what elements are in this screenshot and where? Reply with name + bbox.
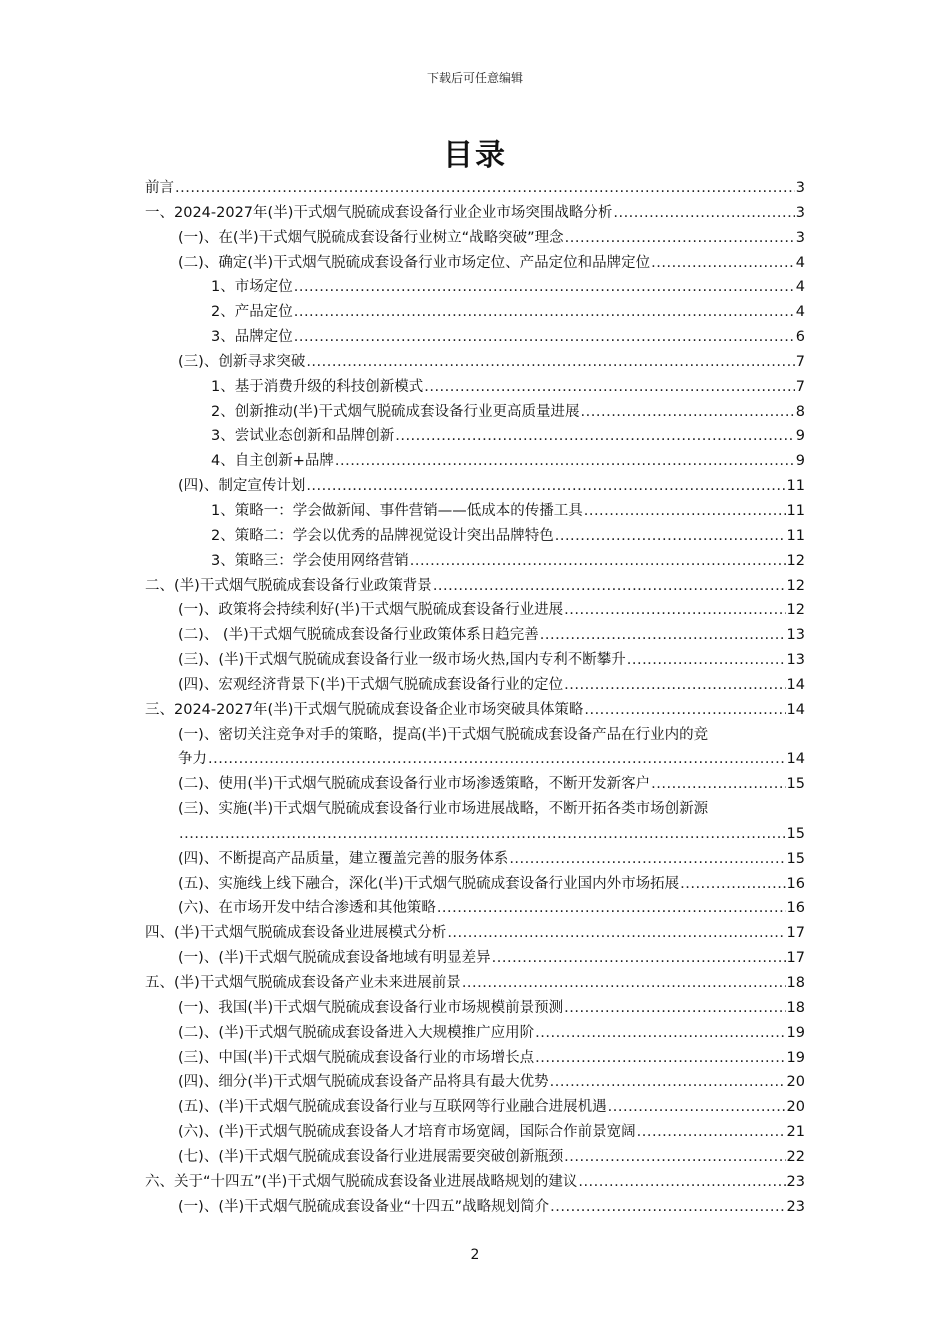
dot-leader [306,474,785,499]
toc-entry-title: 2、创新推动(半)干式烟气脱硫成套设备行业更高质量进展 [211,403,580,420]
toc-entry-title: 1、基于消费升级的科技创新模式 [211,378,424,395]
toc-entry-page: 21 [786,1124,805,1141]
toc-entry-page: 23 [786,1173,805,1190]
dot-leader [447,921,785,946]
dot-leader [578,1170,785,1195]
page-title: 目录 [443,138,507,173]
toc-entry-page: 6 [795,329,805,346]
toc-entry-title: 2、策略二：学会以优秀的品牌视觉设计突出品牌特色 [211,527,554,544]
toc-entry[interactable] [145,549,805,574]
dot-leader [540,623,786,648]
toc-entry-title: 四、(半)干式烟气脱硫成套设备业进展模式分析 [145,925,447,942]
toc-entry[interactable] [145,896,805,921]
dot-leader [550,1195,785,1220]
dot-leader [564,673,785,698]
dot-leader [581,400,795,425]
toc-entry[interactable] [145,226,805,251]
toc-entry[interactable] [145,1195,805,1220]
toc-entry-page: 3 [795,180,805,196]
toc-entry-page: 4 [795,304,805,321]
toc-entry[interactable] [145,1145,805,1170]
toc-entry-page: 14 [786,701,805,718]
dot-leader [555,524,786,549]
dot-leader [564,598,785,623]
toc-entry[interactable] [145,1046,805,1071]
toc-entry[interactable] [145,872,805,897]
dot-leader [462,971,786,996]
toc-entry[interactable] [145,499,805,524]
dot-leader [179,822,786,847]
toc-entry-page: 11 [786,527,805,544]
toc-entry-page: 16 [786,875,805,892]
toc-entry[interactable] [145,176,805,201]
toc-entry-page: 9 [795,428,805,445]
toc-entry[interactable] [145,946,805,971]
dot-leader [294,300,795,325]
toc-entry[interactable] [145,524,805,549]
toc-entry[interactable] [145,1021,805,1046]
toc-entry-page: 13 [786,652,805,669]
toc-entry-page: 12 [786,552,805,569]
toc-entry-page: 22 [786,1148,805,1165]
toc-entry-title: (六)、(半)干式烟气脱硫成套设备人才培育市场宽阔，国际合作前景宽阔 [178,1124,636,1141]
toc-entry-page: 4 [795,279,805,296]
dot-leader [395,424,795,449]
toc-entry-page: 15 [786,776,805,793]
toc-entry[interactable] [145,350,805,375]
toc-entry-page: 11 [786,502,805,519]
toc-entry-page: 15 [786,850,805,867]
toc-entry-title: (一)、我国(半)干式烟气脱硫成套设备行业市场规模前景预测 [178,999,564,1016]
dot-leader [680,872,785,897]
toc-entry-title: (四)、不断提高产品质量，建立覆盖完善的服务体系 [178,850,509,867]
toc-entry-title: (六)、在市场开发中结合渗透和其他策略 [178,900,436,917]
dot-leader [410,549,786,574]
toc-entry-page: 23 [786,1198,805,1215]
toc-entry-page: 17 [786,925,805,942]
toc-entry-page: 3 [795,204,805,221]
toc-entry-title: (二)、确定(半)干式烟气脱硫成套设备行业市场定位、产品定位和品牌定位 [178,254,651,271]
page-number: 2 [470,1247,480,1263]
toc-entry-title: (二)、 (半)干式烟气脱硫成套设备行业政策体系日趋完善 [178,627,539,644]
dot-leader [294,275,795,300]
toc-entry-page: 18 [786,975,805,991]
dot-leader [335,449,795,474]
toc-entry[interactable] [145,673,805,698]
dot-leader [175,176,795,201]
toc-entry[interactable] [145,797,805,847]
dot-leader [608,1095,786,1120]
toc-entry[interactable] [145,300,805,325]
toc-entry[interactable] [145,1170,805,1195]
toc-entry[interactable] [145,1070,805,1095]
toc-entry-title: (一)、在(半)干式烟气脱硫成套设备行业树立“战略突破”理念 [178,229,564,246]
toc-entry[interactable] [145,921,805,946]
toc-entry-title: (三)、创新寻求突破 [178,353,306,370]
toc-entry[interactable] [145,723,805,773]
toc-entry-title: 1、策略一：学会做新闻、事件营销——低成本的传播工具 [211,502,583,519]
toc-entry-page: 20 [786,1099,805,1116]
toc-entry-title: 3、品牌定位 [211,329,293,346]
toc-entry-title: 3、策略三：学会使用网络营销 [211,552,409,569]
toc-entry-title: (四)、宏观经济背景下(半)干式烟气脱硫成套设备行业的定位 [178,676,564,693]
toc-entry-page: 19 [786,1049,805,1066]
table-of-contents [145,176,805,1219]
toc-entry-page: 18 [786,999,805,1016]
dot-leader [509,847,785,872]
toc-entry-page: 17 [786,950,805,967]
toc-entry-page: 13 [786,627,805,644]
toc-entry-title: (四)、细分(半)干式烟气脱硫成套设备产品将具有最大优势 [178,1074,549,1091]
dot-leader [535,1021,785,1046]
toc-entry-title: 2、产品定位 [211,304,293,321]
toc-entry-title: (三)、(半)干式烟气脱硫成套设备行业一级市场火热,国内专利不断攀升 [178,652,626,669]
toc-entry[interactable] [145,275,805,300]
toc-entry[interactable] [145,698,805,723]
toc-entry-title: (七)、(半)干式烟气脱硫成套设备行业进展需要突破创新瓶颈 [178,1148,564,1165]
toc-entry-page: 8 [795,403,805,420]
toc-entry-page: 16 [786,900,805,917]
header-note: 下载后可任意编辑 [426,71,523,85]
toc-entry[interactable] [145,375,805,400]
toc-entry-title: 一、2024-2027年(半)干式烟气脱硫成套设备行业企业市场突围战略分析 [145,204,613,221]
toc-entry-page: 19 [786,1024,805,1041]
toc-entry-page: 3 [795,229,805,246]
toc-entry[interactable] [145,1095,805,1120]
toc-entry[interactable] [145,201,805,226]
dot-leader [294,325,795,350]
dot-leader [651,772,785,797]
toc-entry-title: 六、关于“十四五”(半)干式烟气脱硫成套设备业进展战略规划的建议 [145,1173,578,1190]
dot-leader [613,201,794,226]
toc-entry-page: 7 [795,353,805,370]
toc-entry-title: (一)、(半)干式烟气脱硫成套设备地域有明显差异 [178,950,491,967]
toc-entry-page: 9 [795,453,805,470]
dot-leader [550,1070,786,1095]
dot-leader [424,375,795,400]
toc-entry-title: 4、自主创新+品牌 [211,453,334,470]
toc-entry[interactable] [145,400,805,425]
toc-entry[interactable] [145,847,805,872]
dot-leader [584,698,785,723]
toc-entry-title: (五)、(半)干式烟气脱硫成套设备行业与互联网等行业融合进展机遇 [178,1099,607,1116]
toc-entry-title: 1、市场定位 [211,279,293,296]
dot-leader [306,350,794,375]
toc-entry[interactable] [145,598,805,623]
toc-entry-page: 7 [795,378,805,395]
toc-entry-page: 20 [786,1074,805,1091]
dot-leader [433,574,786,599]
toc-entry-title: (二)、使用(半)干式烟气脱硫成套设备行业市场渗透策略，不断开发新客户 [178,776,651,793]
dot-leader [651,251,795,276]
toc-entry[interactable] [145,623,805,648]
dot-leader [565,226,795,251]
toc-entry[interactable] [145,325,805,350]
toc-entry-page: 11 [786,478,805,495]
dot-leader [535,1046,785,1071]
toc-entry-title: (四)、制定宣传计划 [178,478,306,495]
toc-entry-page: 12 [786,602,805,619]
toc-entry-page: 15 [786,825,805,842]
dot-leader [208,747,786,772]
toc-entry-title: (三)、实施(半)干式烟气脱硫成套设备行业市场进展战略，不断开拓各类市场创新源 [178,801,709,818]
dot-leader [492,946,786,971]
toc-entry[interactable] [145,251,805,276]
toc-entry[interactable] [145,474,805,499]
dot-leader [564,1145,785,1170]
toc-entry-title: 二、(半)干式烟气脱硫成套设备行业政策背景 [145,577,432,594]
toc-entry-title: (一)、政策将会持续利好(半)干式烟气脱硫成套设备行业进展 [178,602,564,619]
toc-entry-title: (二)、(半)干式烟气脱硫成套设备进入大规模推广应用阶 [178,1024,535,1041]
toc-entry[interactable] [145,648,805,673]
toc-entry-page: 4 [795,254,805,271]
dot-leader [437,896,786,921]
toc-entry[interactable] [145,971,805,996]
toc-entry[interactable] [145,1120,805,1145]
toc-entry[interactable] [145,772,805,797]
toc-entry-title-continued: 争力 [178,751,207,768]
toc-entry-title: 五、(半)干式烟气脱硫成套设备产业未来进展前景 [145,975,461,991]
dot-leader [637,1120,786,1145]
toc-entry-title: (一)、(半)干式烟气脱硫成套设备业“十四五”战略规划简介 [178,1198,550,1215]
toc-entry-page: 12 [786,577,805,594]
toc-entry-title: (五)、实施线上线下融合，深化(半)干式烟气脱硫成套设备行业国内外市场拓展 [178,875,680,892]
toc-entry-page: 14 [786,676,805,693]
toc-entry-page: 14 [786,751,805,768]
toc-entry-title: (一)、密切关注竞争对手的策略，提高(半)干式烟气脱硫成套设备产品在行业内的竞 [178,726,709,743]
toc-entry-title: 三、2024-2027年(半)干式烟气脱硫成套设备企业市场突破具体策略 [145,701,584,718]
toc-entry-title: 前言 [145,180,174,196]
dot-leader [627,648,786,673]
toc-entry-title: 3、尝试业态创新和品牌创新 [211,428,395,445]
dot-leader [564,996,785,1021]
toc-entry[interactable] [145,574,805,599]
toc-entry[interactable] [145,424,805,449]
toc-entry-title: (三)、中国(半)干式烟气脱硫成套设备行业的市场增长点 [178,1049,535,1066]
toc-entry[interactable] [145,449,805,474]
toc-entry[interactable] [145,996,805,1021]
dot-leader [584,499,786,524]
